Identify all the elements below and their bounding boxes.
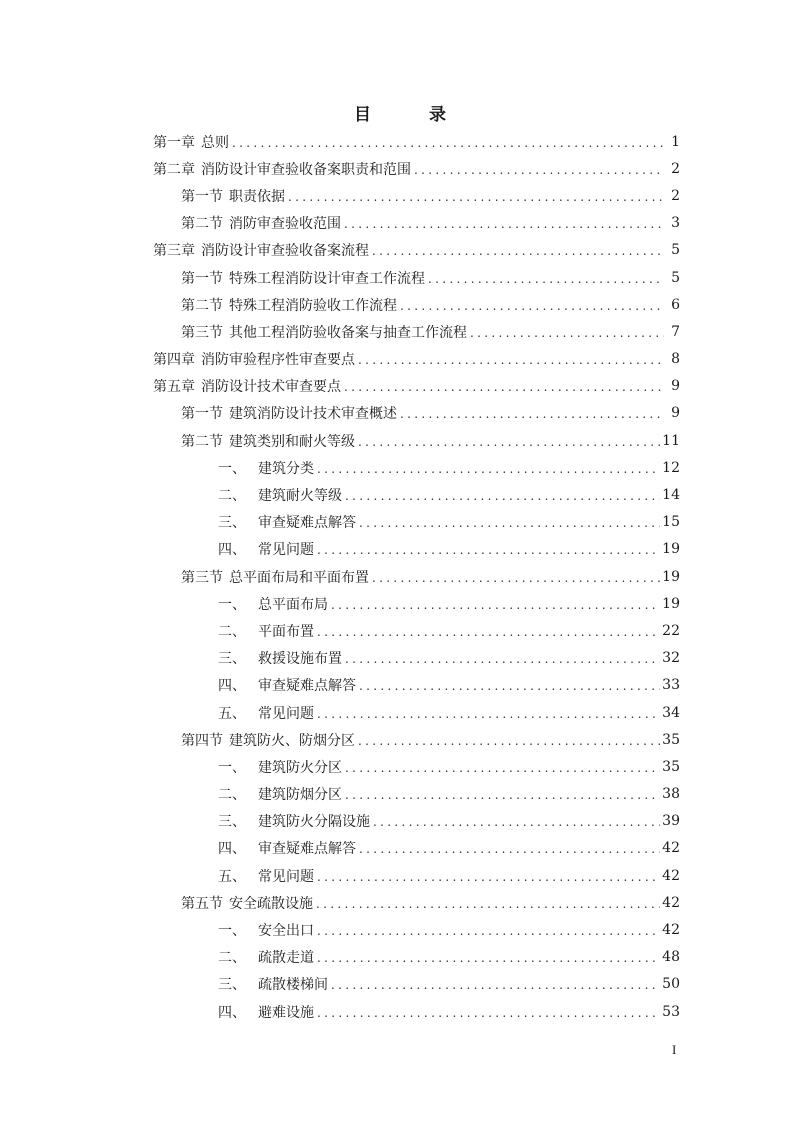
page-number-footer: I [672, 1042, 677, 1057]
toc-subsection-entry[interactable] [153, 998, 680, 1025]
toc-entry-label [218, 811, 370, 831]
toc-section-entry[interactable] [153, 400, 680, 427]
toc-entry-text: 疏散楼梯间 [258, 977, 328, 994]
toc-entry-page-number: 19 [662, 595, 680, 612]
dot-leader [359, 516, 660, 530]
toc-entry-label [218, 485, 342, 505]
toc-chapter-entry[interactable] [153, 373, 680, 400]
toc-entry-text: 建筑防火、防烟分区 [229, 732, 355, 749]
toc-entry-page-number: 8 [671, 351, 680, 368]
toc-entry-text: 审查疑难点解答 [258, 678, 356, 695]
toc-subsection-entry[interactable] [153, 808, 680, 835]
toc-entry-number: 四、 [218, 542, 246, 559]
toc-entry-page-number: 42 [662, 894, 680, 911]
toc-entry-page-number: 5 [671, 269, 680, 286]
toc-entry-page-number: 34 [662, 704, 680, 721]
toc-subsection-entry[interactable] [153, 862, 680, 889]
dot-leader [317, 543, 660, 557]
toc-entry-label [153, 132, 229, 152]
toc-section-entry[interactable] [153, 726, 680, 753]
toc-entry-text: 建筑分类 [258, 460, 314, 477]
toc-entry-label [181, 295, 397, 315]
toc-entry-page-number: 1 [671, 133, 680, 150]
toc-entry-page-number: 6 [671, 296, 680, 313]
toc-entry-label [218, 784, 342, 804]
dot-leader [345, 652, 660, 666]
dot-leader [331, 978, 660, 992]
toc-entry-text: 总平面布局和平面布置 [229, 569, 369, 586]
toc-entry-label [218, 838, 356, 858]
dot-leader [358, 435, 660, 449]
toc-entry-number: 三、 [218, 814, 246, 831]
toc-entry-number: 三、 [218, 977, 246, 994]
dot-leader [470, 326, 664, 340]
toc-subsection-entry[interactable] [153, 481, 680, 508]
toc-section-entry[interactable] [153, 182, 680, 209]
toc-entry-number: 五、 [218, 705, 246, 722]
toc-subsection-entry[interactable] [153, 753, 680, 780]
dot-leader [317, 625, 660, 639]
toc-entry-page-number: 50 [662, 976, 680, 993]
toc-chapter-entry[interactable] [153, 237, 680, 264]
dot-leader [428, 272, 664, 286]
toc-entry-text: 总则 [201, 134, 229, 151]
toc-entry-page-number: 14 [662, 487, 680, 504]
toc-subsection-entry[interactable] [153, 699, 680, 726]
toc-entry-text: 疏散走道 [258, 950, 314, 967]
toc-entry-number: 第三节 [181, 324, 223, 341]
toc-title: 目 录 [354, 105, 472, 125]
toc-entry-number: 第三章 [153, 243, 195, 260]
toc-entry-text: 救援设施布置 [258, 651, 342, 668]
dot-leader [344, 380, 664, 394]
toc-entry-number: 第四章 [153, 352, 195, 369]
toc-entry-page-number: 42 [662, 867, 680, 884]
dot-leader [331, 598, 660, 612]
toc-entry-page-number: 35 [662, 758, 680, 775]
toc-entry-page-number: 3 [671, 215, 680, 232]
dot-leader [316, 897, 660, 911]
toc-entry-number: 第二节 [181, 433, 223, 450]
toc-subsection-entry[interactable] [153, 617, 680, 644]
toc-entry-page-number: 9 [671, 378, 680, 395]
toc-entry-label [153, 159, 411, 179]
toc-entry-label [218, 512, 356, 532]
dot-leader [400, 299, 664, 313]
toc-entry-label [218, 947, 314, 967]
toc-entry-text: 安全疏散设施 [229, 895, 313, 912]
toc-entry-label [218, 675, 356, 695]
toc-subsection-entry[interactable] [153, 645, 680, 672]
toc-section-entry[interactable] [153, 427, 680, 454]
toc-entry-text: 审查疑难点解答 [258, 841, 356, 858]
toc-entry-text: 建筑消防设计技术审查概述 [229, 406, 397, 423]
toc-entry-page-number: 42 [662, 840, 680, 857]
toc-entry-label [181, 186, 285, 206]
toc-section-entry[interactable] [153, 291, 680, 318]
toc-entry-label [218, 757, 342, 777]
toc-subsection-entry[interactable] [153, 454, 680, 481]
toc-entry-number: 第二章 [153, 161, 195, 178]
dot-leader [372, 244, 664, 258]
toc-entry-number: 第四节 [181, 732, 223, 749]
toc-chapter-entry[interactable] [153, 128, 680, 155]
dot-leader [345, 761, 660, 775]
toc-subsection-entry[interactable] [153, 509, 680, 536]
toc-entry-label [218, 974, 328, 994]
toc-entry-number: 二、 [218, 787, 246, 804]
dot-leader [359, 679, 660, 693]
toc-entry-text: 建筑防烟分区 [258, 787, 342, 804]
dot-leader [359, 842, 660, 856]
toc-entry-text: 特殊工程消防设计审查工作流程 [229, 270, 425, 287]
toc-subsection-entry[interactable] [153, 781, 680, 808]
toc-entry-number: 第一节 [181, 270, 223, 287]
toc-entry-label [218, 594, 328, 614]
dot-leader [317, 707, 660, 721]
toc-entry-text: 建筑耐火等级 [258, 488, 342, 505]
toc-subsection-entry[interactable] [153, 536, 680, 563]
toc-entry-text: 平面布置 [258, 623, 314, 640]
dot-leader [232, 136, 664, 150]
toc-entry-text: 避难设施 [258, 1004, 314, 1021]
toc-subsection-entry[interactable] [153, 835, 680, 862]
toc-entry-text: 常见问题 [258, 542, 314, 559]
toc-entry-number: 第一节 [181, 406, 223, 423]
toc-entry-label [181, 730, 355, 750]
toc-subsection-entry[interactable] [153, 672, 680, 699]
toc-entry-page-number: 15 [662, 514, 680, 531]
dot-leader [317, 870, 660, 884]
toc-entry-page-number: 7 [671, 323, 680, 340]
toc-entry-text: 特殊工程消防验收工作流程 [229, 297, 397, 314]
toc-entry-number: 四、 [218, 678, 246, 695]
toc-entry-page-number: 35 [662, 731, 680, 748]
dot-leader [317, 462, 660, 476]
toc-section-entry[interactable] [153, 318, 680, 345]
toc-section-entry[interactable] [153, 889, 680, 916]
dot-leader [344, 217, 664, 231]
toc-entry-text: 安全出口 [258, 923, 314, 940]
toc-entry-page-number: 12 [662, 459, 680, 476]
toc-entry-number: 二、 [218, 623, 246, 640]
toc-entry-page-number: 48 [662, 949, 680, 966]
toc-entry-number: 第一章 [153, 134, 195, 151]
toc-entry-label [181, 403, 397, 423]
toc-entry-page-number: 2 [671, 187, 680, 204]
toc-entry-number: 第一节 [181, 188, 223, 205]
toc-entry-number: 三、 [218, 515, 246, 532]
dot-leader [414, 163, 664, 177]
toc-subsection-entry[interactable] [153, 590, 680, 617]
toc-section-entry[interactable] [153, 264, 680, 291]
toc-entry-page-number: 11 [662, 432, 680, 449]
dot-leader [345, 788, 660, 802]
toc-entry-page-number: 32 [662, 650, 680, 667]
dot-leader [345, 489, 660, 503]
toc-entry-number: 一、 [218, 596, 246, 613]
toc-entry-number: 第五章 [153, 379, 195, 396]
dot-leader [373, 815, 660, 829]
toc-entry-number: 四、 [218, 1004, 246, 1021]
toc-entry-label [218, 1002, 314, 1022]
dot-leader [372, 571, 660, 585]
toc-entry-label [218, 648, 342, 668]
toc-entry-label [218, 621, 314, 641]
toc-entry-number: 五、 [218, 868, 246, 885]
toc-entry-number: 第三节 [181, 569, 223, 586]
dot-leader [317, 951, 660, 965]
toc-entry-label [181, 268, 425, 288]
dot-leader [358, 353, 664, 367]
toc-entry-label [153, 376, 341, 396]
toc-entry-label [218, 703, 314, 723]
toc-entry-number: 三、 [218, 651, 246, 668]
dot-leader [288, 190, 664, 204]
toc-subsection-entry[interactable] [153, 916, 680, 943]
toc-subsection-entry[interactable] [153, 944, 680, 971]
toc-entry-text: 常见问题 [258, 705, 314, 722]
toc-entry-page-number: 38 [662, 786, 680, 803]
toc-entry-text: 消防审验程序性审查要点 [201, 352, 355, 369]
toc-section-entry[interactable] [153, 563, 680, 590]
toc-entry-page-number: 22 [662, 622, 680, 639]
toc-entry-number: 二、 [218, 488, 246, 505]
toc-entry-label [218, 539, 314, 559]
toc-entry-page-number: 42 [662, 922, 680, 939]
toc-entry-number: 一、 [218, 759, 246, 776]
toc-entry-text: 建筑类别和耐火等级 [229, 433, 355, 450]
toc-entry-page-number: 53 [662, 1003, 680, 1020]
toc-entry-label [218, 920, 314, 940]
toc-entry-text: 消防审查验收范围 [229, 216, 341, 233]
toc-entry-label [218, 458, 314, 478]
toc-entry-text: 总平面布局 [258, 596, 328, 613]
dot-leader [317, 1006, 660, 1020]
toc-entry-number: 第二节 [181, 297, 223, 314]
toc-chapter-entry[interactable] [153, 346, 680, 373]
toc-entry-number: 二、 [218, 950, 246, 967]
toc-entry-label [181, 213, 341, 233]
toc-subsection-entry[interactable] [153, 971, 680, 998]
toc-entry-page-number: 2 [671, 160, 680, 177]
toc-entry-label [181, 431, 355, 451]
toc-entry-page-number: 19 [662, 568, 680, 585]
toc-entry-text: 职责依据 [229, 188, 285, 205]
toc-entry-label [181, 322, 467, 342]
toc-entry-number: 一、 [218, 460, 246, 477]
table-of-contents [153, 128, 680, 1025]
toc-entry-number: 一、 [218, 923, 246, 940]
toc-entry-label [218, 866, 314, 886]
toc-entry-page-number: 19 [662, 541, 680, 558]
toc-section-entry[interactable] [153, 210, 680, 237]
toc-entry-text: 建筑防火分区 [258, 759, 342, 776]
toc-entry-number: 第五节 [181, 895, 223, 912]
toc-entry-label [181, 893, 313, 913]
toc-entry-text: 消防设计技术审查要点 [201, 379, 341, 396]
toc-entry-text: 其他工程消防验收备案与抽查工作流程 [229, 324, 467, 341]
toc-chapter-entry[interactable] [153, 155, 680, 182]
dot-leader [317, 924, 660, 938]
toc-entry-number: 第二节 [181, 216, 223, 233]
toc-entry-label [181, 567, 369, 587]
toc-entry-label [153, 349, 355, 369]
dot-leader [400, 407, 664, 421]
toc-entry-page-number: 39 [662, 813, 680, 830]
toc-entry-page-number: 33 [662, 677, 680, 694]
toc-entry-label [153, 240, 369, 260]
toc-entry-page-number: 5 [671, 242, 680, 259]
dot-leader [358, 734, 660, 748]
toc-entry-number: 四、 [218, 841, 246, 858]
toc-entry-text: 建筑防火分隔设施 [258, 814, 370, 831]
toc-entry-text: 审查疑难点解答 [258, 515, 356, 532]
toc-entry-text: 常见问题 [258, 868, 314, 885]
toc-entry-text: 消防设计审查验收备案职责和范围 [201, 161, 411, 178]
toc-entry-page-number: 9 [671, 405, 680, 422]
toc-entry-text: 消防设计审查验收备案流程 [201, 243, 369, 260]
